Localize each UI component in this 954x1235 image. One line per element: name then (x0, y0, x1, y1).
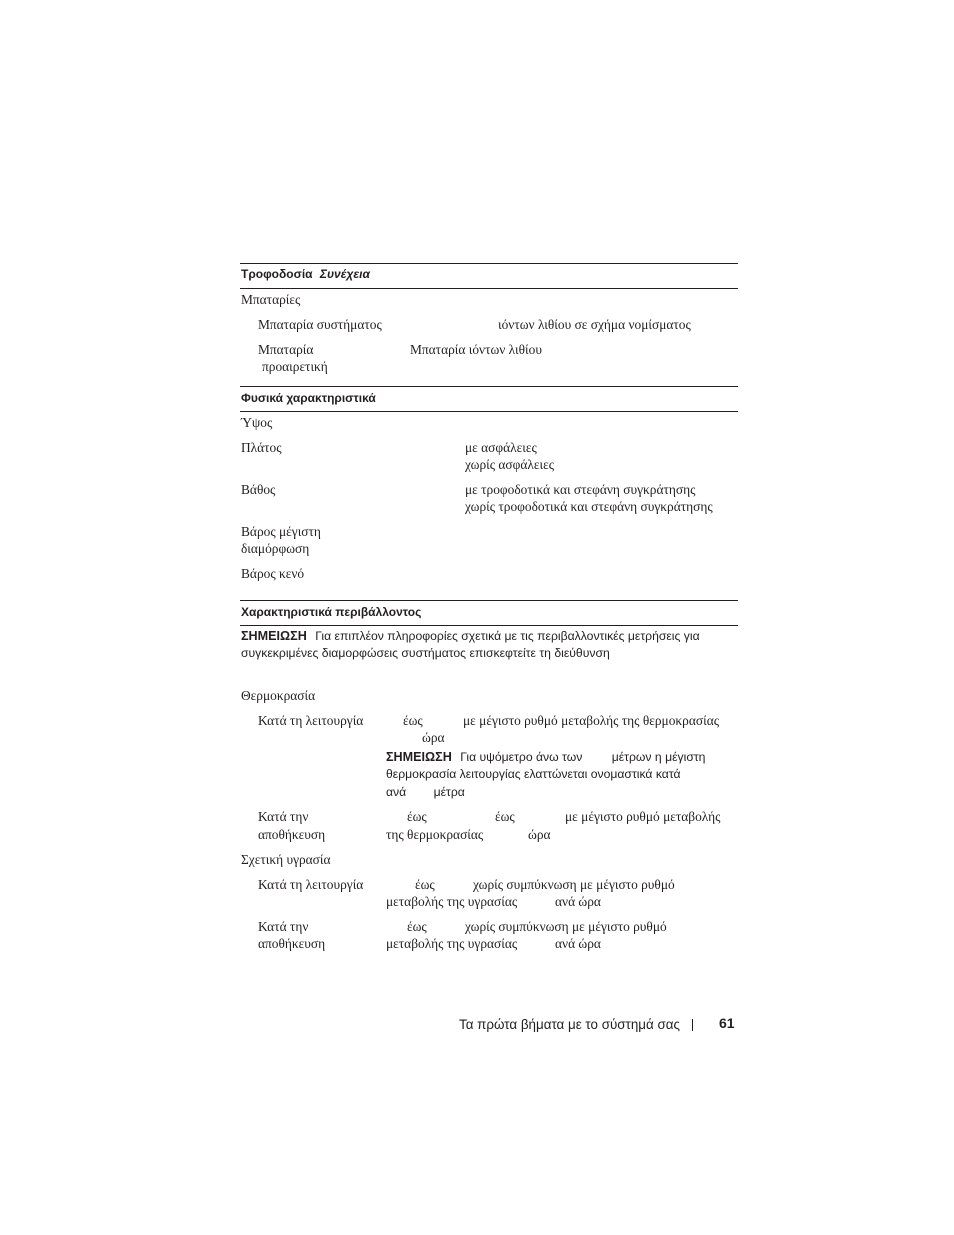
system-battery-label: Μπαταρία συστήματος (258, 317, 382, 332)
altitude-note-text-a: Για υψόμετρο άνω των (460, 750, 583, 764)
temp-storage-label-line1: Κατά την (258, 809, 309, 824)
temp-storage-label-line2: αποθήκευση (258, 827, 326, 842)
humidity-storage-label-line1: Κατά την (258, 919, 309, 934)
depth-value-without-psu: χωρίς τροφοδοτικά και στεφάνη συγκράτησης (465, 499, 713, 514)
temp-storage-rate-line2: της θερμοκρασίας (386, 827, 484, 842)
humidity-storage-line2a: μεταβολής της υγρασίας (386, 936, 518, 951)
optional-battery-value: Μπαταρία ιόντων λιθίου (410, 342, 542, 357)
power-section-title: Τροφοδοσία (241, 267, 313, 281)
environment-section-title: Χαρακτηριστικά περιβάλλοντος (241, 605, 422, 619)
temp-storage-hour: ώρα (528, 827, 551, 842)
physical-top-rule (240, 386, 738, 387)
width-value-without-bezel: χωρίς ασφάλειες (465, 457, 555, 472)
humidity-operating-line2b: ανά ώρα (555, 894, 601, 909)
temp-storage-to-2: έως (495, 809, 515, 824)
power-header-rule (240, 288, 738, 289)
physical-section-title: Φυσικά χαρακτηριστικά (241, 391, 376, 405)
temperature-label: Θερμοκρασία (241, 688, 316, 703)
note-label: ΣΗΜΕΙΩΣΗ (241, 629, 307, 643)
height-label: Ύψος (241, 415, 273, 430)
altitude-note-text-b: μέτρων η μέγιστη (611, 750, 706, 764)
temp-storage-rate-line1: με μέγιστο ρυθμό μεταβολής (565, 809, 721, 824)
temp-operating-to: έως (403, 713, 423, 728)
humidity-storage-line1: χωρίς συμπύκνωση με μέγιστο ρυθμό (465, 919, 667, 934)
power-top-rule (240, 263, 738, 264)
footer-divider (692, 1019, 693, 1031)
humidity-label: Σχετική υγρασία (241, 852, 331, 867)
power-section-header (241, 266, 370, 282)
altitude-note-label: ΣΗΜΕΙΩΣΗ (386, 750, 452, 764)
temp-operating-label: Κατά τη λειτουργία (258, 713, 364, 728)
depth-value-with-psu: με τροφοδοτικά και στεφάνη συγκράτησης (465, 482, 696, 497)
environment-header-rule (240, 625, 738, 626)
humidity-storage-line2b: ανά ώρα (555, 936, 601, 951)
weight-empty-label: Βάρος κενό (241, 566, 305, 581)
altitude-note-line2: θερμοκρασία λειτουργίας ελαττώνεται ονομαστικά κατά (386, 767, 681, 781)
depth-label: Βάθος (241, 482, 276, 497)
altitude-note-meters: μέτρα (433, 785, 465, 799)
system-battery-value: ιόντων λιθίου σε σχήμα νομίσματος (498, 317, 691, 332)
environment-note-line1 (241, 628, 700, 645)
humidity-operating-line2a: μεταβολής της υγρασίας (386, 894, 518, 909)
footer-chapter-title: Τα πρώτα βήματα με το σύστημά σας (459, 1017, 680, 1032)
width-label: Πλάτος (241, 440, 282, 455)
note-text-line2: συγκεκριμένες διαμορφώσεις συστήματος επισκεφτείτε τη διεύθυνση (241, 646, 610, 660)
note-text-line1: Για επιπλέον πληροφορίες σχετικά με τις περιβαλλοντικές μετρήσεις για (315, 629, 700, 643)
optional-battery-label-line2: προαιρετική (262, 359, 328, 374)
environment-top-rule (240, 600, 738, 601)
physical-header-rule (240, 411, 738, 412)
width-value-with-bezel: με ασφάλειες (465, 440, 537, 455)
altitude-note-line1 (386, 749, 705, 766)
humidity-operating-label: Κατά τη λειτουργία (258, 877, 364, 892)
humidity-operating-to: έως (415, 877, 435, 892)
humidity-operating-line1: χωρίς συμπύκνωση με μέγιστο ρυθμό (473, 877, 675, 892)
continued-label: Συνέχεια (319, 267, 370, 281)
altitude-note-per: ανά (386, 785, 407, 799)
temp-operating-rate: με μέγιστο ρυθμό μεταβολής της θερμοκρασίας (463, 713, 720, 728)
humidity-storage-to: έως (407, 919, 427, 934)
page-number: 61 (719, 1015, 735, 1031)
batteries-label: Μπαταρίες (241, 292, 301, 307)
optional-battery-label-line1: Μπαταρία (258, 342, 314, 357)
temp-operating-hour: ώρα (422, 730, 445, 745)
weight-max-label-line2: διαμόρφωση (241, 541, 310, 556)
weight-max-label-line1: Βάρος μέγιστη (241, 524, 321, 539)
temp-storage-to-1: έως (407, 809, 427, 824)
humidity-storage-label-line2: αποθήκευση (258, 936, 326, 951)
altitude-note-line3 (386, 784, 465, 801)
